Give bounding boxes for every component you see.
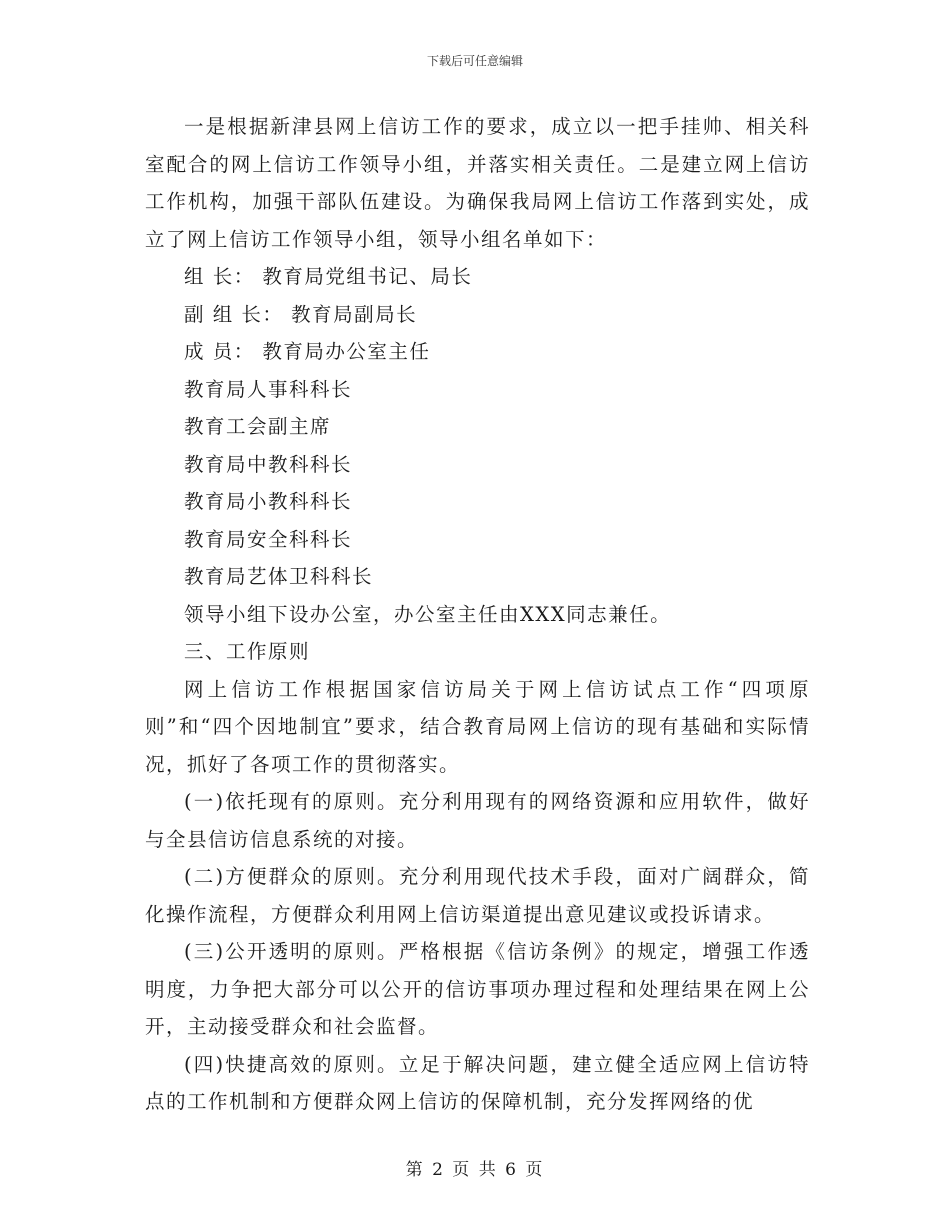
member-primary-ed-chief: 教育局小教科科长 [184, 490, 353, 513]
paragraph-principle-3: (三)公开透明的原则。严格根据《信访条例》的规定，增强工作透明度，力争把大部分可以公开的信访事项办理过程和处理结果在网上公开，主动接受群众和社会监督。 [145, 940, 810, 1038]
paragraph-principles-intro: 网上信访工作根据国家信访局关于网上信访试点工作“四项原则”和“四个因地制宜”要求，结合教育局网上信访的现有基础和实际情况，抓好了各项工作的贯彻落实。 [145, 677, 810, 776]
member-secondary-ed-chief: 教育局中教科科长 [184, 452, 353, 476]
paragraph-principle-2: (二)方便群众的原则。充分利用现代技术手段，面对广阔群众，简化操作流程，方便群众利用网上信访渠道提出意见建议或投诉请求。 [145, 865, 810, 926]
section-heading-principles: 三、工作原则 [184, 640, 311, 663]
member-office-director: 成 员： 教育局办公室主任 [184, 340, 431, 363]
paragraph-leadership-group: 一是根据新津县网上信访工作的要求，成立以一把手挂帅、相关科室配合的网上信访工作领导小组，并落实相关责任。二是建立网上信访工作机构，加强干部队伍建设。为确保我局网上信访工作落到实处，成立了网上信访工作领导小组，领导小组名单如下： [145, 115, 810, 251]
office-note: 领导小组下设办公室，办公室主任由XXX同志兼任。 [184, 602, 672, 626]
member-arts-sports-chief: 教育局艺体卫科科长 [184, 565, 374, 588]
member-leader: 组 长： 教育局党组书记、局长 [184, 265, 473, 288]
member-union-vice-chair: 教育工会副主席 [184, 415, 332, 438]
member-deputy-leader: 副 组 长： 教育局副局长 [184, 302, 418, 326]
page-footer: 第 2 页 共 6 页 [405, 1160, 545, 1180]
document-body [145, 108, 810, 1121]
paragraph-principle-1: (一)依托现有的原则。充分利用现有的网络资源和应用软件，做好与全县信访信息系统的对接。 [145, 790, 810, 851]
paragraph-principle-4: (四)快捷高效的原则。立足于解决问题，建立健全适应网上信访特点的工作机制和方便群众网上信访的保障机制，充分发挥网络的优 [145, 1052, 810, 1113]
member-personnel-chief: 教育局人事科科长 [184, 377, 353, 401]
page-header: 下载后可任意编辑 [426, 54, 523, 68]
member-safety-chief: 教育局安全科科长 [184, 527, 353, 551]
